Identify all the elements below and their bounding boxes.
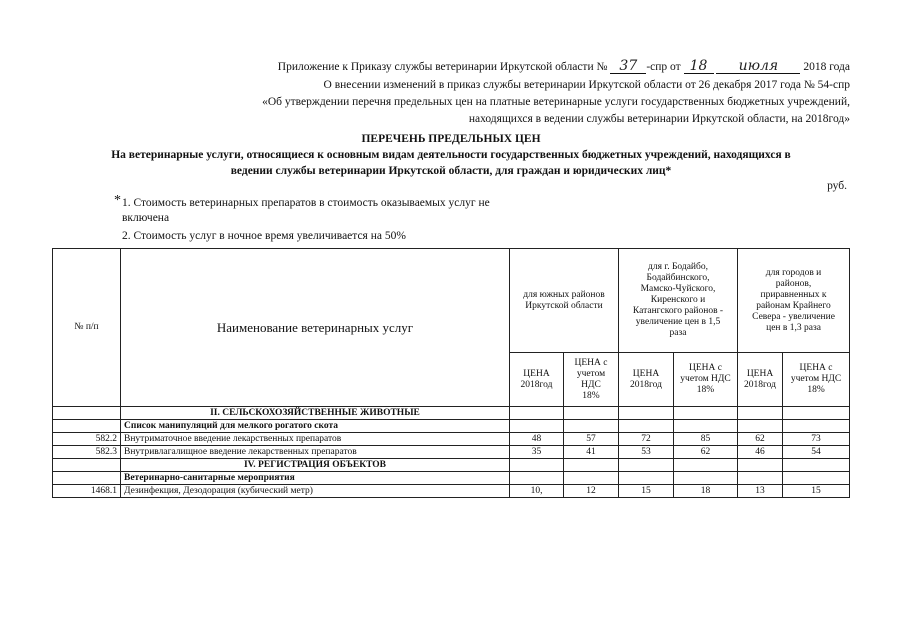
price-cell: 10, <box>510 485 564 498</box>
col-group-far-north: для городов и районов, приравненных к районам Крайнего Севера - увеличение цен в 1,3 раза <box>738 249 850 353</box>
note-1-line1: 1. Стоимость ветеринарных препаратов в стоимость оказываемых услуг не <box>122 197 490 209</box>
section-row <box>53 459 850 472</box>
price-cell: 15 <box>783 485 850 498</box>
col-header-price: ЦЕНА 2018год <box>510 353 564 407</box>
price-cell: 62 <box>674 446 738 459</box>
order-prefix: Приложение к Приказу службы ветеринарии Иркутской области № <box>277 61 608 73</box>
price-cell: 46 <box>738 446 783 459</box>
subsection-title: Ветеринарно-санитарные мероприятия <box>121 472 510 485</box>
table-row <box>53 446 850 459</box>
row-number: 582.2 <box>53 433 121 446</box>
service-name: Дезинфекция, Дезодорация (кубический метр) <box>121 485 510 498</box>
col-header-price-vat: ЦЕНА с учетом НДС 18% <box>564 353 619 407</box>
price-cell: 13 <box>738 485 783 498</box>
section-row <box>53 407 850 420</box>
order-title-line2: находящихся в ведении службы ветеринарии Иркутской области, на 2018год» <box>468 113 850 125</box>
price-cell: 73 <box>783 433 850 446</box>
price-cell: 18 <box>674 485 738 498</box>
price-cell: 85 <box>674 433 738 446</box>
col-header-price: ЦЕНА 2018год <box>738 353 783 407</box>
price-cell: 41 <box>564 446 619 459</box>
price-table <box>52 248 850 498</box>
service-name: Внутривлагалищное введение лекарственных препаратов <box>121 446 510 459</box>
note-1-line2: включена <box>122 212 170 224</box>
order-day-handwritten: 18 <box>684 60 714 74</box>
document-title: ПЕРЕЧЕНЬ ПРЕДЕЛЬНЫХ ЦЕН <box>361 133 541 145</box>
price-cell: 62 <box>738 433 783 446</box>
order-number-handwritten: 37 <box>610 60 646 74</box>
col-header-service-name: Наименование ветеринарных услуг <box>121 249 510 407</box>
order-reference-line <box>278 59 850 75</box>
row-number: 582.3 <box>53 446 121 459</box>
section-title: II. СЕЛЬСКОХОЗЯЙСТВЕННЫЕ ЖИВОТНЫЕ <box>121 407 510 420</box>
table-row <box>53 433 850 446</box>
note-2: 2. Стоимость услуг в ночное время увеличивается на 50% <box>122 230 406 242</box>
col-group-bodaibo: для г. Бодайбо, Бодайбинского, Мамско-Чуйского, Киренского и Катангского районов - увеличение цен в 1,5 раза <box>619 249 738 353</box>
currency-label: руб. <box>827 180 847 192</box>
price-cell: 48 <box>510 433 564 446</box>
order-year: 2018 года <box>803 61 850 73</box>
subsection-row <box>53 472 850 485</box>
price-cell: 12 <box>564 485 619 498</box>
service-name: Внутриматочное введение лекарственных препаратов <box>121 433 510 446</box>
order-title-line1: «Об утверждении перечня предельных цен на платные ветеринарные услуги государственных бюджетных учреждений, <box>262 96 850 108</box>
footnote-star: * <box>114 193 121 208</box>
col-header-price-vat: ЦЕНА с учетом НДС 18% <box>674 353 738 407</box>
subsection-row <box>53 420 850 433</box>
price-cell: 53 <box>619 446 674 459</box>
order-mid: -спр от <box>646 61 681 73</box>
amendment-line: О внесении изменений в приказ службы ветеринарии Иркутской области от 26 декабря 2017 года № 54-спр <box>323 79 850 91</box>
col-header-price: ЦЕНА 2018год <box>619 353 674 407</box>
table-header-row <box>53 249 850 353</box>
document-subtitle-line1: На ветеринарные услуги, относящиеся к основным видам деятельности государственных бюджетных учреждений, находящихся в <box>111 149 791 161</box>
price-cell: 57 <box>564 433 619 446</box>
section-title: IV. РЕГИСТРАЦИЯ ОБЪЕКТОВ <box>121 459 510 472</box>
row-number: 1468.1 <box>53 485 121 498</box>
table-row <box>53 485 850 498</box>
price-cell: 72 <box>619 433 674 446</box>
col-header-number: № п/п <box>53 249 121 407</box>
price-cell: 35 <box>510 446 564 459</box>
subsection-title: Список манипуляций для мелкого рогатого скота <box>121 420 510 433</box>
price-cell: 15 <box>619 485 674 498</box>
col-group-south: для южных районов Иркутской области <box>510 249 619 353</box>
document-subtitle-line2: ведении службы ветеринарии Иркутской области, для граждан и юридических лиц* <box>230 165 672 177</box>
col-header-price-vat: ЦЕНА с учетом НДС 18% <box>783 353 850 407</box>
order-month-handwritten: июля <box>716 60 800 74</box>
price-cell: 54 <box>783 446 850 459</box>
